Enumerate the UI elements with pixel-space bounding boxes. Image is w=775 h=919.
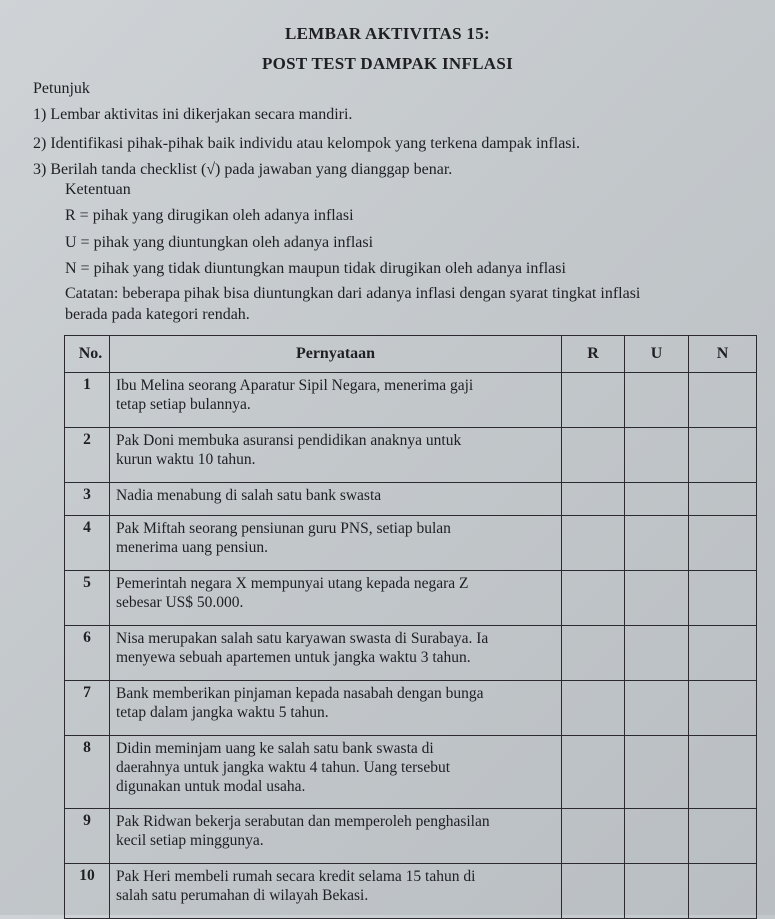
- row-statement: [110, 571, 562, 626]
- answer-box-u[interactable]: [625, 571, 689, 626]
- instruction-item-2: 2) Identifikasi pihak-pihak baik individu atau kelompok yang terkena dampak inflasi.: [33, 135, 580, 152]
- answer-box-n[interactable]: [689, 516, 757, 571]
- header-no: No.: [65, 336, 110, 373]
- row-statement: [110, 373, 562, 428]
- answer-box-r[interactable]: [562, 736, 625, 809]
- answer-box-n[interactable]: [689, 483, 757, 516]
- row-statement: [110, 483, 562, 516]
- answer-box-r[interactable]: [562, 681, 625, 736]
- statement-line: tetap setiap bulannya.: [116, 396, 251, 413]
- table-row: [65, 428, 757, 483]
- answer-box-n[interactable]: [689, 864, 757, 919]
- answer-box-u[interactable]: [625, 809, 689, 864]
- rule-n: N = pihak yang tidak diuntungkan maupun tidak dirugikan oleh adanya inflasi: [65, 260, 566, 277]
- header-statement: Pernyataan: [110, 336, 562, 373]
- table-row: [65, 483, 757, 516]
- statement-line: menerima uang pensiun.: [116, 539, 268, 556]
- row-statement: [110, 736, 562, 809]
- instruction-item-1: 1) Lembar aktivitas ini dikerjakan secara mandiri.: [33, 106, 353, 123]
- table-header-row: [65, 336, 757, 373]
- answer-box-n[interactable]: [689, 736, 757, 809]
- answer-box-n[interactable]: [689, 373, 757, 428]
- table-row: [65, 681, 757, 736]
- instructions-heading: Petunjuk: [33, 80, 90, 97]
- header-r: R: [562, 336, 625, 373]
- row-statement: [110, 428, 562, 483]
- table-row: [65, 571, 757, 626]
- row-number: 4: [65, 516, 110, 571]
- statement-line: tetap dalam jangka waktu 5 tahun.: [116, 704, 329, 721]
- statement-line: sebesar US$ 50.000.: [116, 594, 244, 611]
- answer-box-u[interactable]: [625, 864, 689, 919]
- table-row: [65, 809, 757, 864]
- rules-heading: Ketentuan: [65, 181, 131, 198]
- statement-line: Nadia menabung di salah satu bank swasta: [116, 487, 382, 504]
- row-number: 3: [65, 483, 110, 516]
- row-statement: [110, 864, 562, 919]
- answer-box-u[interactable]: [625, 428, 689, 483]
- table-row: [65, 864, 757, 919]
- statement-line: Pemerintah negara X mempunyai utang kepada negara Z: [116, 575, 469, 592]
- statement-line: Bank memberikan pinjaman kepada nasabah dengan bunga: [116, 685, 484, 702]
- statement-line: Pak Doni membuka asuransi pendidikan anaknya untuk: [116, 432, 462, 449]
- row-number: 7: [65, 681, 110, 736]
- answer-box-u[interactable]: [625, 516, 689, 571]
- row-number: 8: [65, 736, 110, 809]
- answer-box-u[interactable]: [625, 373, 689, 428]
- statement-line: Pak Miftah seorang pensiunan guru PNS, setiap bulan: [116, 520, 451, 537]
- statement-line: Pak Heri membeli rumah secara kredit selama 15 tahun di: [116, 868, 476, 885]
- statement-line: salah satu perumahan di wilayah Bekasi.: [116, 887, 369, 904]
- answer-box-u[interactable]: [625, 483, 689, 516]
- answer-box-n[interactable]: [689, 571, 757, 626]
- row-number: 6: [65, 626, 110, 681]
- statement-table: [64, 335, 757, 919]
- answer-box-r[interactable]: [562, 626, 625, 681]
- answer-box-u[interactable]: [625, 681, 689, 736]
- note-line-2: berada pada kategori rendah.: [65, 306, 250, 323]
- answer-box-u[interactable]: [625, 736, 689, 809]
- header-u: U: [625, 336, 689, 373]
- table-row: [65, 516, 757, 571]
- statement-line: daerahnya untuk jangka waktu 4 tahun. Uang tersebut: [116, 759, 451, 776]
- row-number: 10: [65, 864, 110, 919]
- answer-box-r[interactable]: [562, 864, 625, 919]
- answer-box-r[interactable]: [562, 428, 625, 483]
- row-statement: [110, 681, 562, 736]
- answer-box-r[interactable]: [562, 571, 625, 626]
- note-line-1: Catatan: beberapa pihak bisa diuntungkan dari adanya inflasi dengan syarat tingkat inflasi: [65, 285, 641, 302]
- statement-line: Didin meminjam uang ke salah satu bank swasta di: [116, 740, 434, 757]
- statement-line: Ibu Melina seorang Aparatur Sipil Negara, menerima gaji: [116, 377, 474, 394]
- row-number: 1: [65, 373, 110, 428]
- instruction-item-3: 3) Berilah tanda checklist (√) pada jawaban yang dianggap benar.: [33, 161, 453, 178]
- answer-box-r[interactable]: [562, 483, 625, 516]
- answer-box-r[interactable]: [562, 516, 625, 571]
- table-row: [65, 736, 757, 809]
- table-row: [65, 626, 757, 681]
- answer-box-r[interactable]: [562, 373, 625, 428]
- row-statement: [110, 626, 562, 681]
- answer-box-n[interactable]: [689, 626, 757, 681]
- worksheet-subtitle: POST TEST DAMPAK INFLASI: [261, 54, 514, 73]
- statement-line: digunakan untuk modal usaha.: [116, 778, 306, 795]
- answer-box-n[interactable]: [689, 681, 757, 736]
- statement-line: menyewa sebuah apartemen untuk jangka waktu 3 tahun.: [116, 649, 471, 666]
- rule-r: R = pihak yang dirugikan oleh adanya inflasi: [65, 207, 354, 224]
- row-number: 9: [65, 809, 110, 864]
- table-row: [65, 373, 757, 428]
- answer-box-n[interactable]: [689, 809, 757, 864]
- row-number: 5: [65, 571, 110, 626]
- row-number: 2: [65, 428, 110, 483]
- answer-box-u[interactable]: [625, 626, 689, 681]
- statement-line: Pak Ridwan bekerja serabutan dan memperoleh penghasilan: [116, 813, 490, 830]
- worksheet-title: LEMBAR AKTIVITAS 15:: [285, 24, 490, 43]
- rule-u: U = pihak yang diuntungkan oleh adanya inflasi: [65, 234, 374, 251]
- header-n: N: [689, 336, 757, 373]
- row-statement: [110, 809, 562, 864]
- row-statement: [110, 516, 562, 571]
- answer-box-r[interactable]: [562, 809, 625, 864]
- statement-line: kurun waktu 10 tahun.: [116, 451, 256, 468]
- statement-line: Nisa merupakan salah satu karyawan swasta di Surabaya. Ia: [116, 630, 489, 647]
- answer-box-n[interactable]: [689, 428, 757, 483]
- statement-line: kecil setiap minggunya.: [116, 832, 264, 849]
